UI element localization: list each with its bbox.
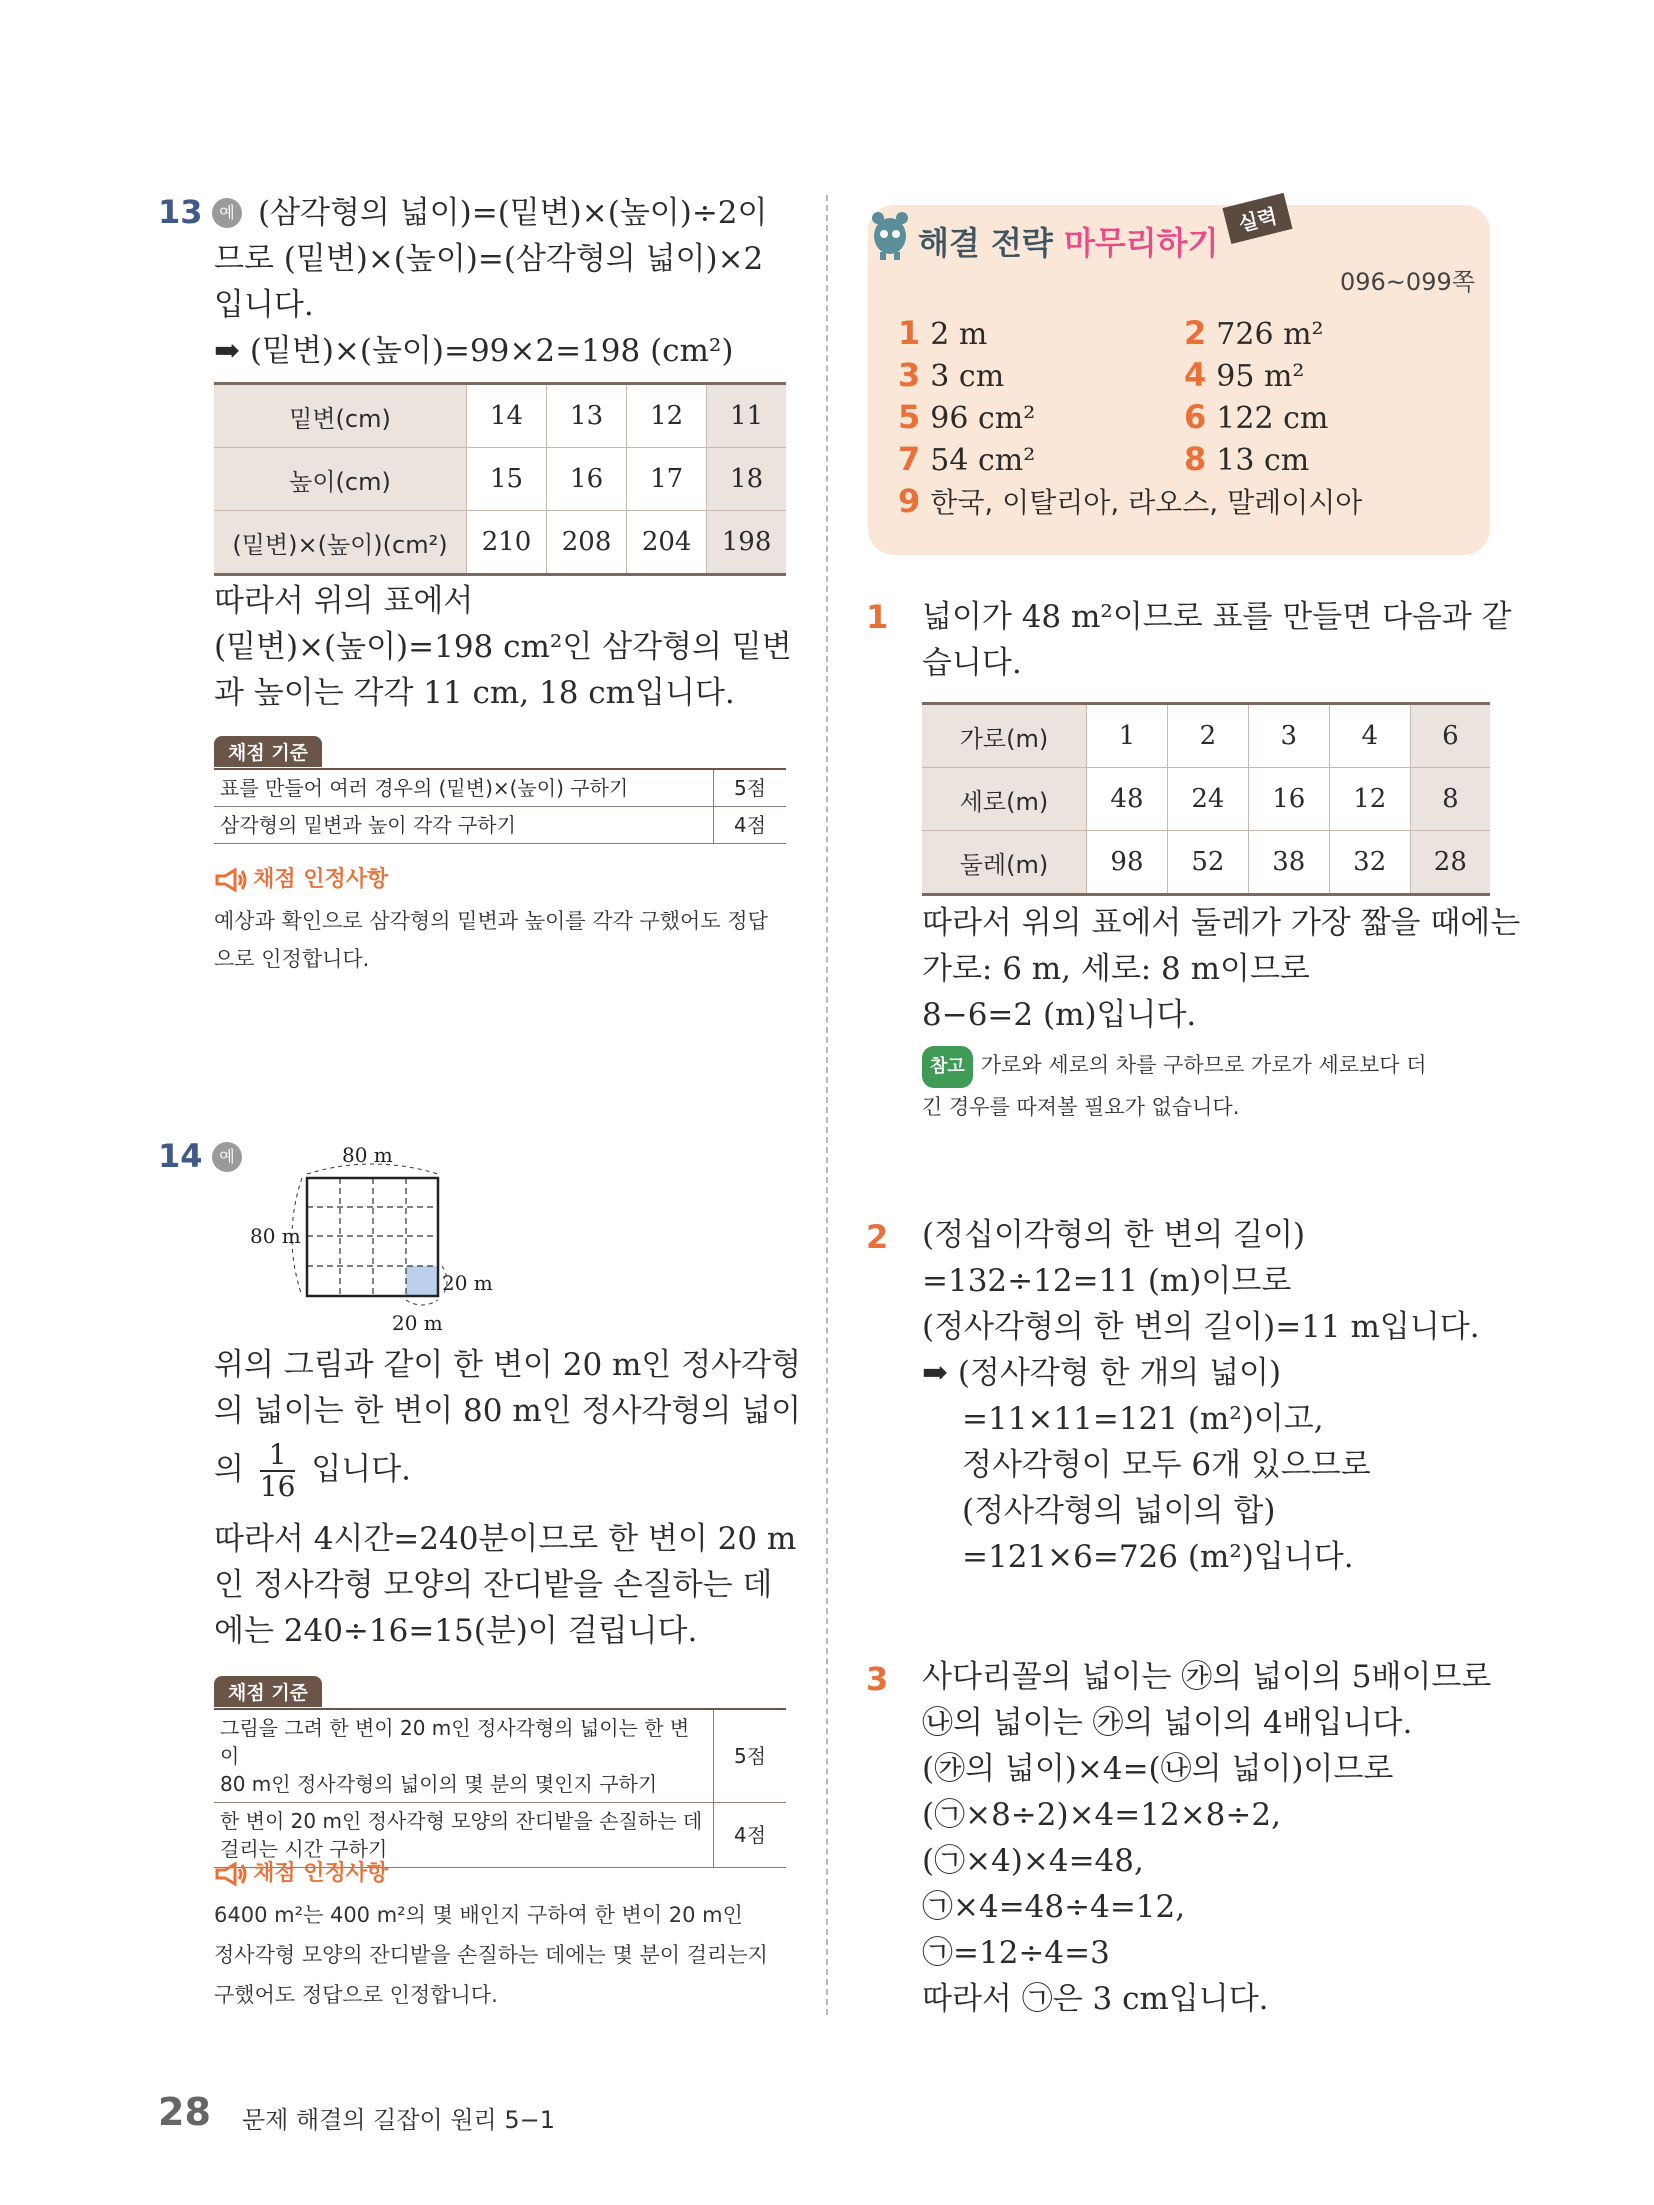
table-cell: 13 <box>547 384 627 448</box>
criteria-score: 4점 <box>714 807 787 844</box>
accept-line: 구했어도 정답으로 인정합니다. <box>214 1983 498 2007</box>
solution-line: (정십이각형의 한 변의 길이) <box>922 1217 1306 1253</box>
solution-line: ㉠=12÷4=3 <box>922 1935 1110 1971</box>
tip-badge: 참고 <box>922 1046 973 1088</box>
table-cell: 17 <box>627 448 707 511</box>
accept-line: 6400 m²는 400 m²의 몇 배인지 구하여 한 변이 20 m인 <box>214 1903 743 1927</box>
table-cell-highlight: 28 <box>1410 831 1490 895</box>
accept-line: 정사각형 모양의 잔디밭을 손질하는 데에는 몇 분이 걸리는지 <box>214 1943 768 1967</box>
table-cell: 3 <box>1248 704 1329 768</box>
answer-item <box>1184 396 1328 440</box>
perimeter-table <box>922 702 1490 896</box>
summary-title <box>918 218 1219 264</box>
figure-label-left: 80 m <box>250 1224 301 1248</box>
solution-line: 의 넓이는 한 변이 80 m인 정사각형의 넓이 <box>214 1393 802 1429</box>
text: 의 <box>214 1451 244 1488</box>
conclusion-line: (밑변)×(높이)=198 cm²인 삼각형의 밑변 <box>214 629 792 665</box>
table-cell: 38 <box>1248 831 1329 895</box>
book-title: 문제 해결의 길잡이 원리 5−1 <box>242 2106 556 2134</box>
problem-number: 3 <box>866 1660 889 1698</box>
criteria-text: 삼각형의 밑변과 높이 각각 구하기 <box>214 807 714 844</box>
answer-number: 9 <box>898 482 921 520</box>
answer-number: 8 <box>1184 440 1207 478</box>
criteria-table <box>214 768 786 844</box>
accept-line: 으로 인정합니다. <box>214 947 370 971</box>
table-cell: 1 <box>1087 704 1168 768</box>
table-cell: 12 <box>1329 768 1410 831</box>
table-cell: 32 <box>1329 831 1410 895</box>
answer-value: 95 m² <box>1216 359 1305 394</box>
solution-line: (정사각형의 넓이의 합) <box>962 1493 1276 1529</box>
fraction-line <box>214 1440 411 1502</box>
conclusion-line: 인 정사각형 모양의 잔디밭을 손질하는 데 <box>214 1567 773 1603</box>
answer-item <box>898 480 1362 524</box>
answer-value: 3 cm <box>930 359 1005 394</box>
solution-line: (㉠×8÷2)×4=12×8÷2, <box>922 1797 1281 1833</box>
question-number: 13 <box>158 193 203 231</box>
criteria-score: 5점 <box>714 769 787 807</box>
table-header-cell: 가로(m) <box>922 704 1087 768</box>
criteria-text <box>214 1709 714 1803</box>
answer-value: 96 cm² <box>930 401 1036 436</box>
solution-line: 정사각형이 모두 6개 있으므로 <box>962 1447 1371 1483</box>
table-cell-highlight: 198 <box>707 511 786 575</box>
criteria-tag: 채점 기준 <box>214 736 322 767</box>
criteria-text: 표를 만들어 여러 경우의 (밑변)×(높이) 구하기 <box>214 769 714 807</box>
table-header-cell: (밑변)×(높이)(cm²) <box>214 511 467 575</box>
tip-line: 긴 경우를 따져볼 필요가 없습니다. <box>922 1095 1240 1119</box>
answer-item <box>898 396 1035 440</box>
question-number: 14 <box>158 1137 203 1175</box>
page-number: 28 <box>158 2090 211 2134</box>
answer-value: 54 cm² <box>930 443 1036 478</box>
table-header-cell: 밑변(cm) <box>214 384 467 448</box>
table-cell: 98 <box>1087 831 1168 895</box>
criteria-score: 5점 <box>714 1709 787 1803</box>
example-badge: 예 <box>212 198 242 228</box>
answer-item <box>1184 354 1304 398</box>
numerator: 1 <box>260 1440 296 1472</box>
criteria-tag: 채점 기준 <box>214 1676 322 1707</box>
solution-line: =11×11=121 (m²)이고, <box>962 1401 1324 1437</box>
table-cell-highlight: 18 <box>707 448 786 511</box>
figure-label-right: 20 m <box>442 1271 493 1295</box>
answer-item <box>1184 438 1309 482</box>
criteria-text-line: 80 m인 정사각형의 넓이의 몇 분의 몇인지 구하기 <box>220 1772 658 1796</box>
answer-value: 2 m <box>930 317 988 352</box>
problem-number: 2 <box>866 1218 889 1256</box>
answer-number: 2 <box>1184 314 1207 352</box>
solution-line: =121×6=726 (m²)입니다. <box>962 1539 1354 1575</box>
table-cell: 48 <box>1087 768 1168 831</box>
answer-number: 3 <box>898 356 921 394</box>
solution-line: 사다리꼴의 넓이는 ㉮의 넓이의 5배이므로 <box>922 1659 1492 1695</box>
table-cell: 24 <box>1167 768 1248 831</box>
megaphone-icon <box>214 1861 248 1891</box>
answer-value: 13 cm <box>1216 443 1310 478</box>
criteria-table <box>214 1708 786 1868</box>
answer-item <box>898 312 987 356</box>
accept-title: 채점 인정사항 <box>253 1861 389 1886</box>
answer-number: 1 <box>898 314 921 352</box>
table-cell: 210 <box>467 511 547 575</box>
table-cell-highlight: 6 <box>1410 704 1490 768</box>
solution-line: ➡ (정사각형 한 개의 넓이) <box>922 1355 1282 1391</box>
fraction <box>260 1440 296 1502</box>
table-cell-highlight: 8 <box>1410 768 1490 831</box>
solution-line: ➡ (밑변)×(높이)=99×2=198 (cm²) <box>214 333 734 369</box>
column-divider <box>826 195 828 2015</box>
answer-item <box>1184 312 1324 356</box>
table-header-cell: 둘레(m) <box>922 831 1087 895</box>
answer-item <box>898 354 1004 398</box>
criteria-text-line: 한 변이 20 m인 정사각형 모양의 잔디밭을 손질하는 데 <box>220 1809 703 1833</box>
table-cell: 16 <box>547 448 627 511</box>
solution-line: ㉠×4=48÷4=12, <box>922 1889 1186 1925</box>
table-cell: 208 <box>547 511 627 575</box>
problem-number: 1 <box>866 598 889 636</box>
table-header-cell: 세로(m) <box>922 768 1087 831</box>
conclusion-line: 따라서 4시간=240분이므로 한 변이 20 m <box>214 1521 797 1557</box>
table-cell: 16 <box>1248 768 1329 831</box>
base-height-table <box>214 382 786 576</box>
conclusion-line: 8−6=2 (m)입니다. <box>922 997 1197 1033</box>
figure-label-top: 80 m <box>342 1143 393 1167</box>
solution-line: 넓이가 48 m²이므로 표를 만들면 다음과 같 <box>922 599 1512 635</box>
answer-value: 한국, 이탈리아, 라오스, 말레이시아 <box>930 486 1363 519</box>
solution-line: 입니다. <box>214 287 314 323</box>
criteria-text-line: 그림을 그려 한 변이 20 m인 정사각형의 넓이는 한 변이 <box>220 1716 690 1768</box>
text: 입니다. <box>311 1451 412 1488</box>
square-grid-figure <box>240 1140 520 1340</box>
answer-number: 5 <box>898 398 921 436</box>
criteria-text-line: 걸리는 시간 구하기 <box>220 1837 388 1861</box>
mascot-icon <box>868 208 912 264</box>
solution-line: (정사각형의 한 변의 길이)=11 m입니다. <box>922 1309 1480 1345</box>
megaphone-icon <box>214 867 248 897</box>
table-cell-highlight: 11 <box>707 384 786 448</box>
conclusion-line: 따라서 위의 표에서 둘레가 가장 짧을 때에는 <box>922 905 1521 941</box>
solution-line: 므로 (밑변)×(높이)=(삼각형의 넓이)×2 <box>214 241 764 277</box>
denominator: 16 <box>259 1470 296 1503</box>
accept-line: 예상과 확인으로 삼각형의 밑변과 높이를 각각 구했어도 정답 <box>214 909 768 933</box>
table-cell: 4 <box>1329 704 1410 768</box>
answer-value: 726 m² <box>1216 317 1324 352</box>
table-cell: 204 <box>627 511 707 575</box>
solution-line: (㉮의 넓이)×4=(㉯의 넓이)이므로 <box>922 1751 1394 1787</box>
answer-number: 6 <box>1184 398 1207 436</box>
page-range: 096~099쪽 <box>1340 268 1475 296</box>
solution-line: (삼각형의 넓이)=(밑변)×(높이)÷2이 <box>258 195 768 231</box>
tip-line <box>922 1046 1427 1088</box>
table-cell: 12 <box>627 384 707 448</box>
tip-text: 가로와 세로의 차를 구하므로 가로가 세로보다 더 <box>980 1053 1427 1077</box>
accept-header <box>214 1856 388 1891</box>
table-cell: 2 <box>1167 704 1248 768</box>
solution-line: 위의 그림과 같이 한 변이 20 m인 정사각형 <box>214 1347 802 1383</box>
accept-header <box>214 862 388 897</box>
conclusion-line: 과 높이는 각각 11 cm, 18 cm입니다. <box>214 675 735 711</box>
solution-line: =132÷12=11 (m)이므로 <box>922 1263 1292 1299</box>
table-cell: 52 <box>1167 831 1248 895</box>
figure-label-bottom: 20 m <box>392 1311 443 1335</box>
conclusion-line: 에는 240÷16=15(분)이 걸립니다. <box>214 1613 698 1649</box>
summary-title-dark: 해결 전략 <box>918 224 1053 262</box>
solution-line: 따라서 ㉠은 3 cm입니다. <box>922 1981 1269 2017</box>
table-header-cell: 높이(cm) <box>214 448 467 511</box>
answer-item <box>898 438 1035 482</box>
solution-line: 습니다. <box>922 645 1022 681</box>
example-badge: 예 <box>212 1142 242 1172</box>
accept-title: 채점 인정사항 <box>253 867 389 892</box>
conclusion-line: 따라서 위의 표에서 <box>214 583 474 619</box>
table-cell: 14 <box>467 384 547 448</box>
conclusion-line: 가로: 6 m, 세로: 8 m이므로 <box>922 951 1310 987</box>
level-tag: 실력 <box>1222 193 1292 244</box>
summary-title-accent: 마무리하기 <box>1063 224 1219 262</box>
table-cell: 15 <box>467 448 547 511</box>
answer-value: 122 cm <box>1216 401 1329 436</box>
solution-line: (㉠×4)×4=48, <box>922 1843 1144 1879</box>
solution-line: ㉯의 넓이는 ㉮의 넓이의 4배입니다. <box>922 1705 1413 1741</box>
answer-number: 7 <box>898 440 921 478</box>
answer-number: 4 <box>1184 356 1207 394</box>
criteria-score: 4점 <box>714 1803 787 1868</box>
